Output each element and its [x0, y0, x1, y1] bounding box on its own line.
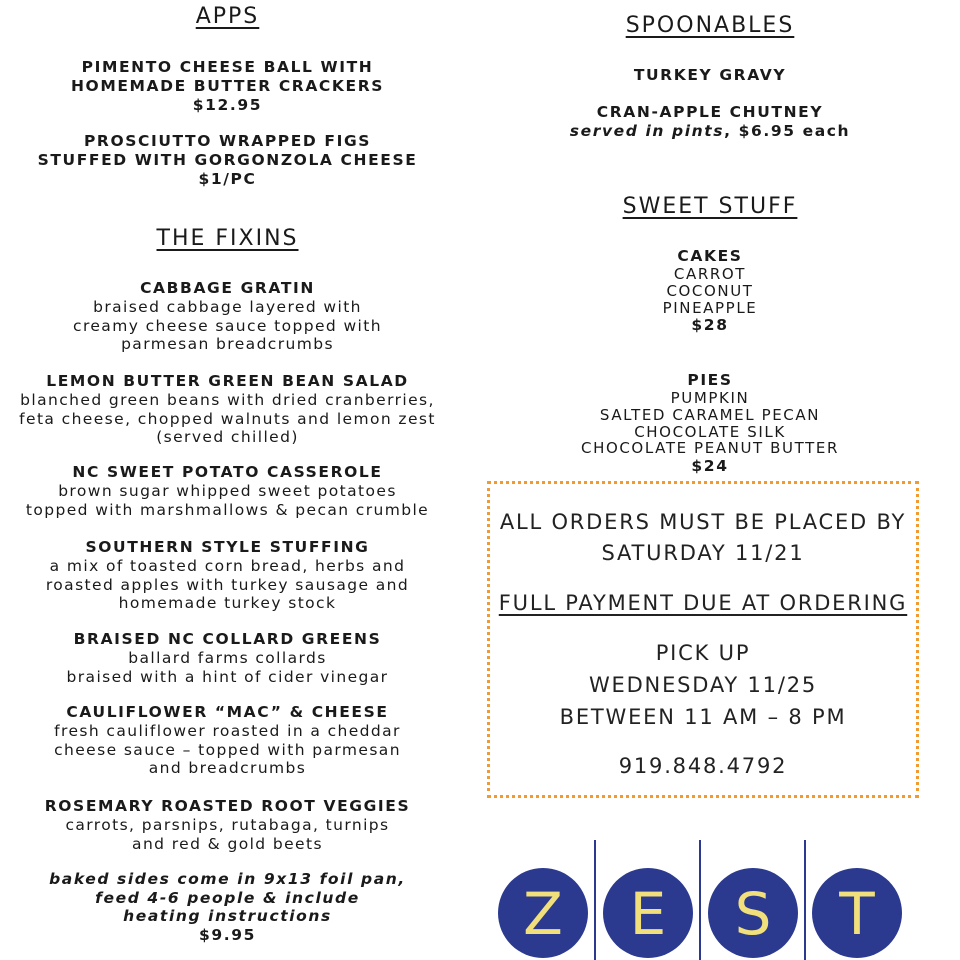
item-title: CRAN-APPLE CHUTNEY	[596, 103, 824, 121]
pie-flavor: PUMPKIN	[670, 389, 750, 407]
logo-letter-t	[812, 868, 902, 958]
sweet-stuff-heading: SWEET STUFF	[622, 194, 798, 219]
item-description: a mix of toasted corn bread, herbs and roasted apples with turkey sausage and homemade turkey stock	[45, 557, 410, 612]
zest-logo	[490, 840, 930, 960]
item-title: TURKEY GRAVY	[633, 66, 787, 84]
logo-letter: Z	[523, 880, 563, 948]
item-title: NC SWEET POTATO CASSEROLE	[72, 463, 383, 481]
notice-line: ALL ORDERS MUST BE PLACED BY	[499, 510, 907, 534]
menu-item-stuffing	[0, 538, 455, 613]
logo-letter-e	[603, 868, 693, 958]
apps-heading: APPS	[195, 4, 260, 29]
spoonables-note-italic: served in pints	[569, 122, 725, 140]
cakes-section	[480, 247, 940, 335]
item-description: carrots, parsnips, rutabaga, turnips and red & gold beets	[65, 816, 390, 853]
menu-item-figs	[0, 132, 455, 189]
logo-letter: T	[839, 880, 875, 948]
menu-item-pimento	[0, 58, 455, 115]
spoonables-note	[480, 122, 940, 141]
pie-flavor: CHOCOLATE PEANUT BUTTER	[581, 439, 839, 458]
pickup-label: PICK UP	[655, 641, 751, 665]
payment-notice	[490, 591, 916, 615]
pickup-time: BETWEEN 11 AM – 8 PM	[559, 705, 847, 729]
logo-letter-z	[498, 868, 588, 958]
pies-price: $24	[691, 457, 729, 476]
payment-notice-text: FULL PAYMENT DUE AT ORDERING	[498, 591, 908, 615]
item-title: PIMENTO CHEESE BALL WITH HOMEMADE BUTTER CRACKERS	[70, 58, 385, 95]
logo-letter: S	[734, 880, 772, 948]
notice-line: SATURDAY 11/21	[601, 541, 805, 565]
logo-letter: E	[629, 880, 667, 948]
item-description: brown sugar whipped sweet potatoes topped with marshmallows & pecan crumble	[25, 482, 430, 519]
item-title: SOUTHERN STYLE STUFFING	[85, 538, 370, 556]
logo-letter-s	[708, 868, 798, 958]
cakes-title: CAKES	[677, 247, 743, 265]
item-title: CAULIFLOWER “MAC” & CHEESE	[66, 703, 389, 721]
note-price: $9.95	[198, 925, 257, 944]
spoonables-note-price: , $6.95 each	[724, 122, 851, 140]
item-title: ROSEMARY ROASTED ROOT VEGGIES	[44, 797, 411, 815]
pie-flavor: CHOCOLATE SILK	[634, 422, 786, 441]
item-title: CABBAGE GRATIN	[140, 279, 315, 297]
cake-flavor: COCONUT	[666, 281, 754, 300]
item-description: braised cabbage layered with creamy cheese sauce topped with parmesan breadcrumbs	[73, 298, 382, 353]
item-description: fresh cauliflower roasted in a cheddar cheese sauce – topped with parmesan and breadcrumbs	[54, 722, 401, 777]
item-description: ballard farms collards braised with a hint of cider vinegar	[66, 649, 389, 686]
spoonables-heading: SPOONABLES	[625, 13, 795, 38]
item-description: blanched green beans with dried cranberries, feta cheese, chopped walnuts and lemon zest (served chilled)	[19, 391, 436, 446]
item-title: BRAISED NC COLLARD GREENS	[73, 630, 382, 648]
spoonable-turkey-gravy	[480, 66, 940, 85]
pies-section	[480, 371, 940, 476]
baked-sides-note	[0, 870, 455, 945]
fixins-heading: THE FIXINS	[156, 226, 299, 251]
menu-item-green-bean-salad	[0, 372, 455, 447]
pies-flavors	[480, 390, 940, 457]
cakes-flavors	[480, 266, 940, 316]
menu-item-sweet-potato	[0, 463, 455, 519]
pickup-date: WEDNESDAY 11/25	[588, 673, 818, 697]
menu-item-cabbage-gratin	[0, 279, 455, 354]
cake-flavor: PINEAPPLE	[662, 298, 758, 317]
cake-flavor: CARROT	[673, 265, 747, 283]
phone-number: 919.848.4792	[618, 754, 788, 778]
pie-flavor: SALTED CARAMEL PECAN	[599, 405, 821, 424]
menu-item-root-veggies	[0, 797, 455, 853]
order-notice-box	[487, 481, 919, 798]
item-title: LEMON BUTTER GREEN BEAN SALAD	[46, 372, 409, 390]
menu-item-cauliflower-mac	[0, 703, 455, 778]
menu-item-collard-greens	[0, 630, 455, 686]
note-text: baked sides come in 9x13 foil pan, feed 4-6 people & include heating instructions	[49, 870, 406, 925]
item-price: $12.95	[192, 96, 263, 114]
spoonable-chutney	[480, 103, 940, 141]
cakes-price: $28	[691, 316, 729, 335]
item-price: $1/PC	[198, 170, 257, 188]
item-title: PROSCIUTTO WRAPPED FIGS STUFFED WITH GORGONZOLA CHEESE	[37, 132, 418, 169]
pies-title: PIES	[687, 371, 733, 389]
